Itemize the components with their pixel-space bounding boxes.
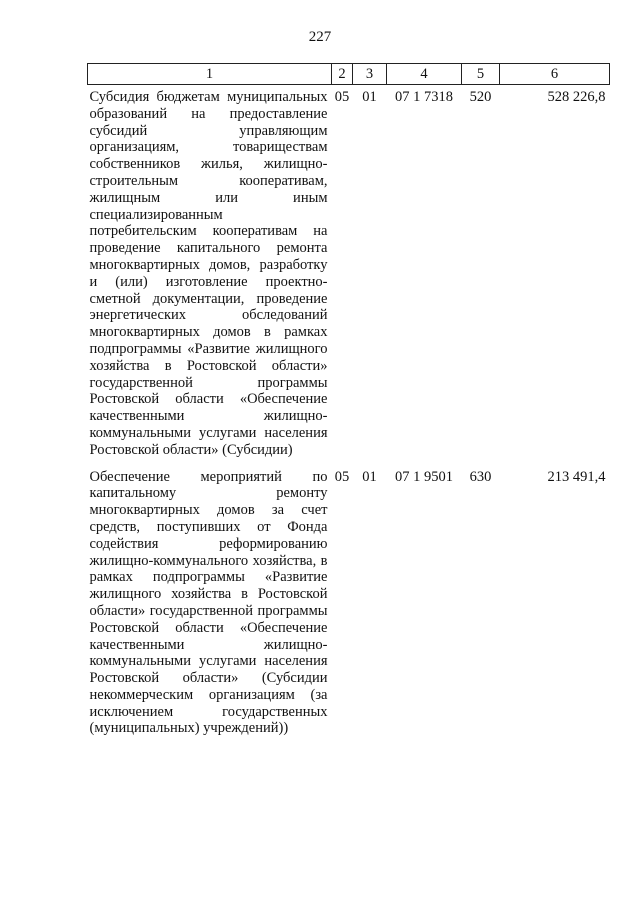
row-subsection: 01 (362, 89, 377, 105)
table-row (88, 465, 610, 744)
row-expense-type: 520 (469, 89, 492, 105)
row-amount: 528 226,8 (547, 89, 606, 105)
row-expense-type: 630 (469, 468, 492, 485)
header-row (88, 64, 610, 85)
row-description: Субсидия бюджетам муниципальных образований на предоставление субсидий управляющим организациям, товариществам собственников жилья, жилищно-строительным кооперативам, жилищным или иным специализированным потребительским кооперативам на проведение капитального ремонта многоквартирных домов, разработку и (или) изготовление проектно-сметной документации, проведение энергетических обследований многоквартирных домов в рамках подпрограммы «Развитие жилищного хозяйства в Ростовской области» государственной программы Ростовской области «Обеспечение качественными жилищно-коммунальными услугами населения Ростовской области» (Субсидии) (89, 89, 328, 458)
row-target-article: 07 1 7318 (395, 89, 453, 105)
row-section: 05 (334, 468, 350, 485)
table-body (88, 85, 610, 744)
header-col-5: 5 (462, 64, 500, 85)
header-col-6: 6 (500, 64, 610, 85)
budget-table (87, 63, 610, 743)
table-row (88, 85, 610, 465)
header-col-2: 2 (332, 64, 353, 85)
row-amount: 213 491,4 (547, 468, 606, 485)
page-number: 227 (308, 29, 332, 45)
header-col-1: 1 (88, 64, 332, 85)
header-col-4: 4 (387, 64, 462, 85)
header-col-3: 3 (353, 64, 387, 85)
row-description: Обеспечение мероприятий по капитальному ремонту многоквартирных домов за счет средств, поступивших от Фонда содействия реформированию жилищно-коммунального хозяйства, в рамках подпрограммы «Развитие жилищного хозяйства в Ростовской области» государственной программы Ростовской области «Обеспечение качественными жилищно-коммунальными услугами населения Ростовской области» (Субсидии некоммерческим организациям (за исключением государственных (муниципальных) учреждений)) (89, 468, 328, 737)
row-subsection: 01 (362, 468, 377, 485)
row-target-article: 07 1 9501 (395, 468, 453, 485)
table-header (88, 64, 610, 85)
row-section: 05 (334, 89, 350, 105)
